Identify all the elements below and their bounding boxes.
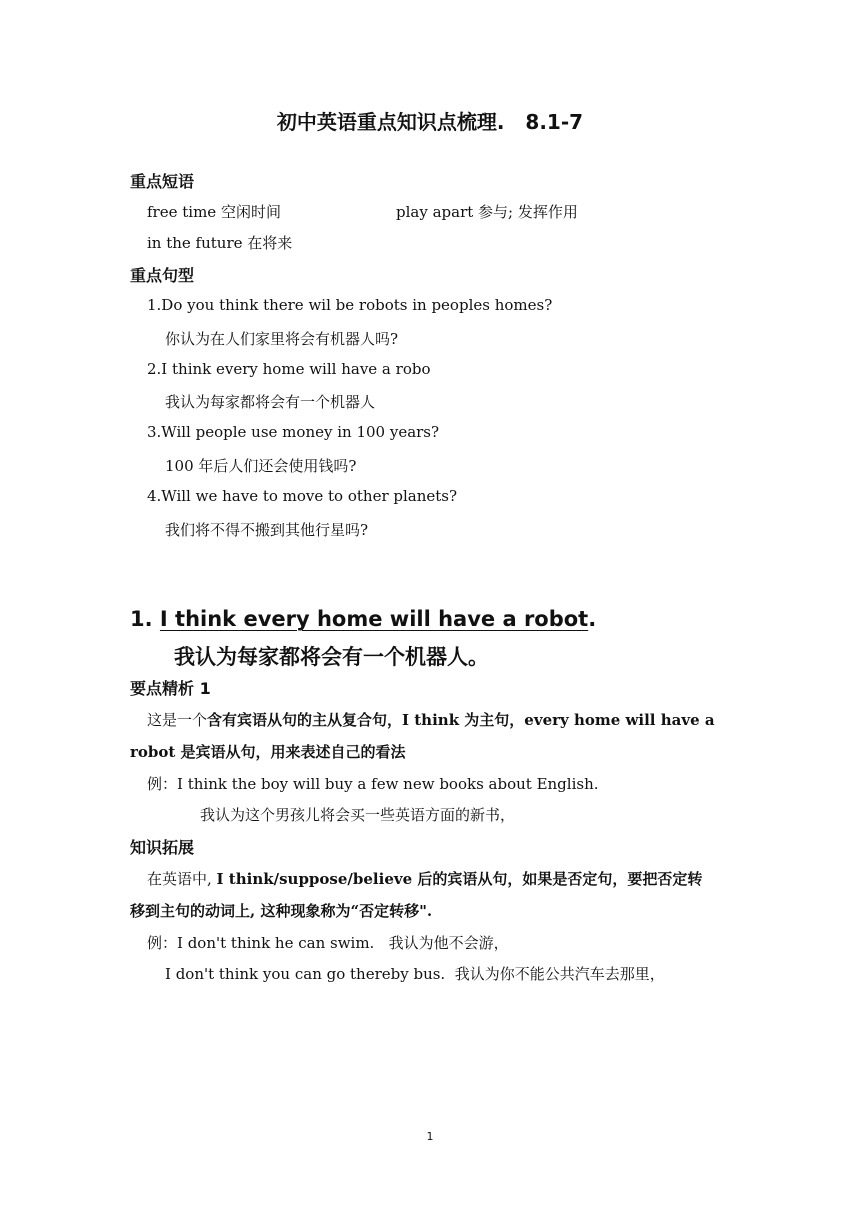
analysis-line-1-bold: 含有宾语从句的主从复合句，I think 为主句，every home will have a <box>207 711 715 729</box>
sentence-4-en: 4.Will we have to move to other planets? <box>147 487 458 505</box>
sentence-3-en: 3.Will people use money in 100 years? <box>147 423 440 441</box>
analysis-example-cn: 我认为这个男孩儿将会买一些英语方面的新书， <box>200 806 516 824</box>
extension-example-1-text: I don't think he can swim. 我认为他不会游， <box>177 934 509 952</box>
extension-line-2: 移到主句的动词上, 这种现象称为“否定转移". <box>130 902 433 920</box>
analysis-line-1-prefix: 这是一个 <box>147 711 208 729</box>
sentences-heading: 重点句型 <box>130 266 195 285</box>
extension-example-1 <box>147 932 509 953</box>
phrase-play-apart: play apart 参与; 发挥作用 <box>396 203 578 221</box>
analysis-example <box>147 773 599 794</box>
sentence-2-en: 2.I think every home will have a robo <box>147 360 431 378</box>
phrase-in-the-future: in the future 在将来 <box>147 234 293 252</box>
point-1-heading <box>130 607 596 631</box>
page-title: 初中英语重点知识点梳理. 8.1-7 <box>276 110 584 134</box>
sentence-1-en: 1.Do you think there wil be robots in peoples homes? <box>147 296 553 314</box>
analysis-example-label: 例： <box>147 775 178 793</box>
point-1-sentence-cn: 我认为每家都将会有一个机器人。 <box>174 645 489 669</box>
sentence-2-cn: 我认为每家都将会有一个机器人 <box>165 393 376 411</box>
analysis-example-en: I think the boy will buy a few new books about English. <box>177 775 599 793</box>
sentence-1-cn: 你认为在人们家里将会有机器人吗? <box>165 330 399 348</box>
analysis-heading: 要点精析 1 <box>130 679 211 698</box>
extension-heading: 知识拓展 <box>130 838 195 857</box>
analysis-line-2: robot 是宾语从句，用来表述自己的看法 <box>130 743 406 761</box>
point-1-number: 1. <box>130 607 153 631</box>
sentence-3-cn: 100 年后人们还会使用钱吗? <box>165 457 357 475</box>
extension-line-1-prefix: 在英语中, <box>147 870 217 888</box>
extension-example-label: 例： <box>147 934 178 952</box>
sentence-4-cn: 我们将不得不搬到其他行星吗? <box>165 521 369 539</box>
page-number: 1 <box>426 1130 434 1143</box>
point-1-sentence-en: I think every home will have a robot <box>159 607 589 631</box>
point-1-period: . <box>588 607 597 631</box>
phrases-heading: 重点短语 <box>130 172 195 191</box>
extension-example-2: I don't think you can go thereby bus. 我认为你不能公共汽车去那里， <box>165 965 665 983</box>
analysis-line-1 <box>147 709 715 730</box>
extension-line-1 <box>147 868 702 889</box>
extension-line-1-bold: I think/suppose/believe 后的宾语从句，如果是否定句，要把否定转 <box>216 870 703 888</box>
phrase-free-time: free time 空闲时间 <box>147 203 281 221</box>
